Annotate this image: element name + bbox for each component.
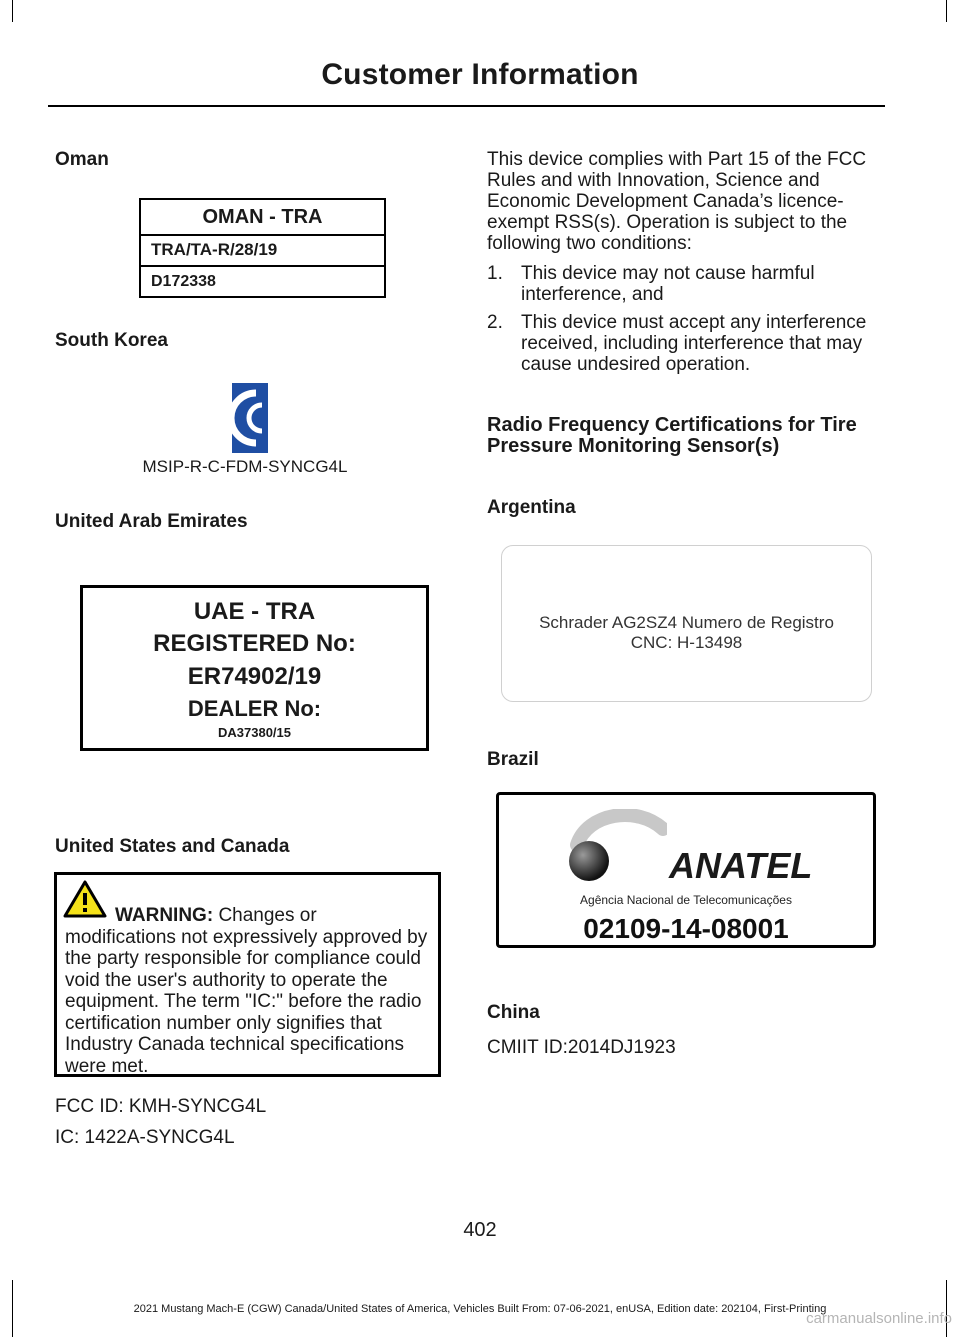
page-number: 402 bbox=[463, 1219, 497, 1241]
uae-label-line4: DEALER No: bbox=[187, 696, 322, 721]
watermark: carmanualsonline.info bbox=[806, 1310, 952, 1327]
footer-edition-text: 2021 Mustang Mach-E (CGW) Canada/United States of America, Vehicles Built From: 07-06-2021, enUSA, Edition date: 202104, First-Printing bbox=[133, 1303, 827, 1315]
condition-2-number: 2. bbox=[487, 312, 503, 333]
uae-heading: United Arab Emirates bbox=[55, 511, 248, 532]
warning-label: WARNING: bbox=[115, 905, 214, 926]
anatel-label bbox=[496, 792, 876, 948]
uae-label-line3: ER74902/19 bbox=[187, 663, 322, 690]
anatel-brand: ANATEL bbox=[669, 845, 813, 886]
ic-number: IC: 1422A-SYNCG4L bbox=[55, 1127, 235, 1148]
header-divider bbox=[48, 105, 885, 107]
south-korea-heading: South Korea bbox=[55, 330, 168, 351]
oman-label-line1: OMAN - TRA bbox=[202, 206, 323, 228]
kc-mark-logo bbox=[218, 383, 270, 453]
oman-label bbox=[139, 198, 386, 298]
uae-label-line1: UAE - TRA bbox=[193, 598, 316, 625]
uae-label bbox=[80, 585, 429, 751]
china-heading: China bbox=[487, 1002, 540, 1023]
fcc-compliance-paragraph: This device complies with Part 15 of the FCC Rules and with Innovation, Science and Economic Development Canada’s licence-exempt RSS(s). Operation is subject to the following two conditions: bbox=[487, 149, 867, 254]
crop-mark-top-left bbox=[12, 0, 13, 22]
condition-1-text: This device may not cause harmful interference, and bbox=[521, 263, 815, 305]
anatel-agency: Agência Nacional de Telecomunicações bbox=[580, 893, 792, 907]
page-title: Customer Information bbox=[321, 58, 639, 91]
china-cmiit-id: CMIIT ID:2014DJ1923 bbox=[487, 1037, 676, 1058]
uae-label-line2: REGISTERED No: bbox=[153, 630, 356, 657]
anatel-code: 02109-14-08001 bbox=[583, 913, 789, 944]
argentina-label bbox=[501, 545, 872, 702]
oman-heading: Oman bbox=[55, 149, 109, 170]
argentina-label-line2: CNC: H-13498 bbox=[630, 633, 743, 652]
argentina-heading: Argentina bbox=[487, 497, 576, 518]
warning-text: Changes or modifications not expressively approved by the party responsible for compliance could void the user's authority to operate the equipment. The term "IC:" before the radio certification number only signifies that Industry Canada technical specifications were met. bbox=[65, 905, 428, 1077]
anatel-logo-icon bbox=[567, 809, 667, 883]
uae-label-line5: DA37380/15 bbox=[218, 725, 291, 740]
brazil-heading: Brazil bbox=[487, 749, 539, 770]
oman-label-line2: TRA/TA-R/28/19 bbox=[151, 240, 278, 259]
crop-mark-top-right bbox=[946, 0, 947, 22]
fcc-id: FCC ID: KMH-SYNCG4L bbox=[55, 1096, 267, 1117]
condition-2-text: This device must accept any interference received, including interference that may cause undesired operation. bbox=[521, 312, 867, 375]
argentina-label-line1: Schrader AG2SZ4 Numero de Registro bbox=[539, 613, 834, 632]
condition-1-number: 1. bbox=[487, 263, 503, 284]
usa-canada-heading: United States and Canada bbox=[55, 836, 290, 857]
kc-mark-code: MSIP-R-C-FDM-SYNCG4L bbox=[142, 457, 348, 476]
oman-label-line3: D172338 bbox=[151, 273, 216, 290]
warning-box bbox=[54, 872, 441, 1077]
tpms-section-heading: Radio Frequency Certifications for Tire Pressure Monitoring Sensor(s) bbox=[487, 414, 857, 457]
